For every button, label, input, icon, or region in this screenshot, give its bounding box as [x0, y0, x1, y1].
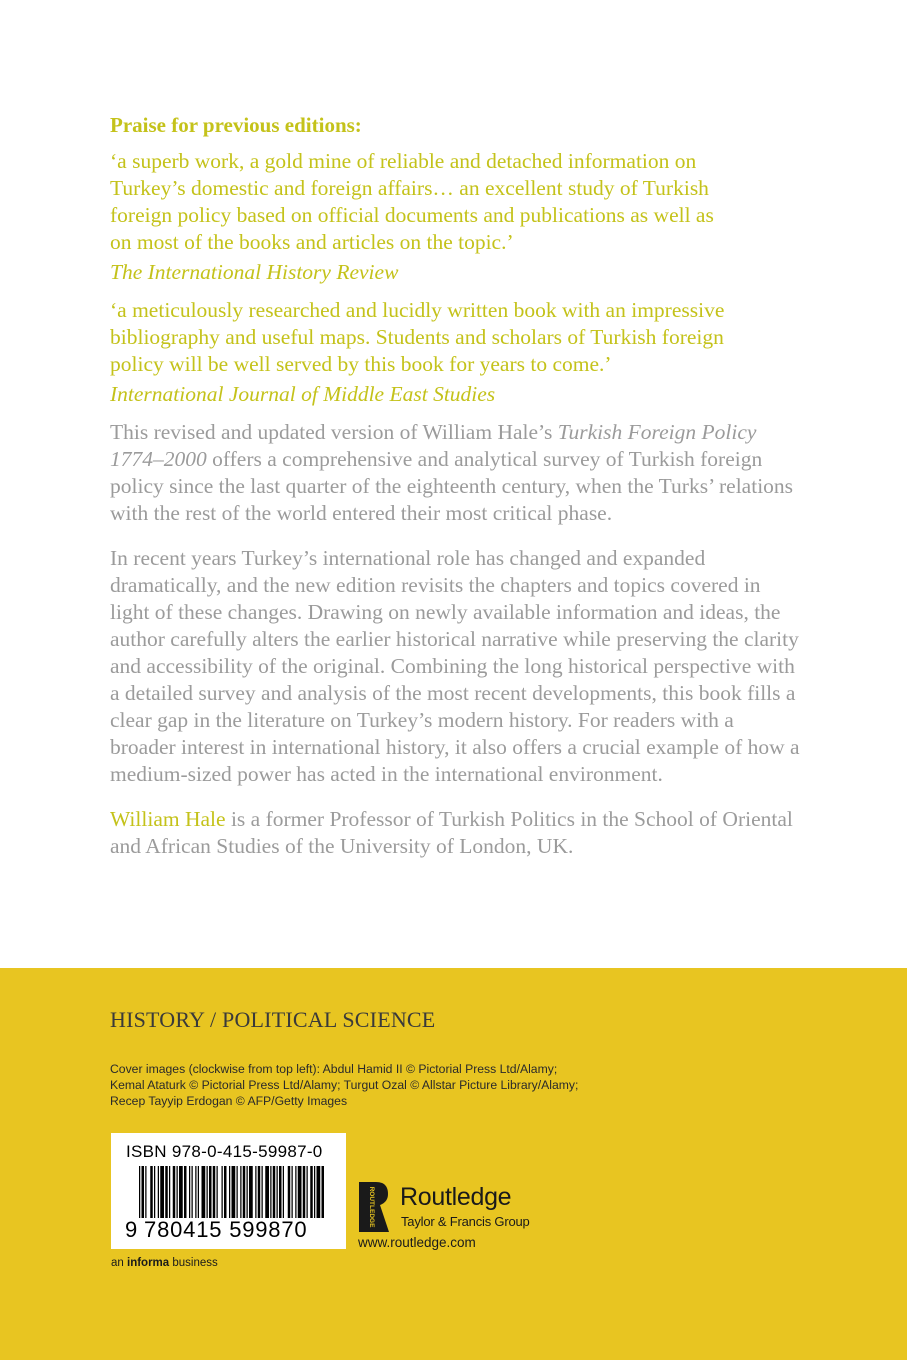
- barcode-bar: [249, 1166, 253, 1218]
- routledge-logo-icon: [356, 1180, 392, 1234]
- barcode-bar: [160, 1166, 164, 1218]
- barcode-bar: [314, 1166, 315, 1218]
- author-bio: [110, 806, 800, 860]
- barcode-bar: [158, 1166, 159, 1218]
- publisher-group: Taylor & Francis Group: [401, 1214, 530, 1229]
- barcode-bar: [207, 1166, 208, 1218]
- isbn-barcode: [111, 1133, 346, 1249]
- quote-line: ‘a meticulously researched and lucidly written book with an impressive: [110, 298, 725, 322]
- barcode-bar: [303, 1166, 306, 1218]
- barcode-bar: [247, 1166, 248, 1218]
- barcode-bar: [307, 1166, 308, 1218]
- barcode-digits-left: 780415: [144, 1217, 223, 1242]
- barcode-bar: [292, 1166, 293, 1218]
- author-name: William Hale: [110, 807, 226, 831]
- barcode-bar: [243, 1166, 246, 1218]
- barcode-bar: [237, 1166, 238, 1218]
- barcode-bar: [295, 1166, 296, 1218]
- barcode-bar: [270, 1166, 271, 1218]
- credit-line: Cover images (clockwise from top left): Abdul Hamid II © Pictorial Press Ltd/Alamy;: [110, 1062, 558, 1076]
- description-paragraph-1: [110, 419, 800, 527]
- cover-image-credits: [110, 1061, 670, 1109]
- barcode-bar: [283, 1166, 284, 1218]
- publisher-name: Routledge: [400, 1183, 512, 1211]
- quote-line: foreign policy based on official documents and publications as well as: [110, 203, 714, 227]
- informa-brand: informa: [127, 1257, 170, 1269]
- barcode-bar: [217, 1166, 218, 1218]
- credit-line: Recep Tayyip Erdogan © AFP/Getty Images: [110, 1094, 348, 1108]
- barcode-bar: [142, 1166, 145, 1218]
- review-source-2: International Journal of Middle East Studies: [110, 382, 496, 406]
- barcode-bar: [192, 1166, 193, 1218]
- informa-suffix: business: [169, 1257, 218, 1269]
- barcode-bar: [202, 1166, 206, 1218]
- barcode-bar: [310, 1166, 313, 1218]
- barcode-bar: [317, 1166, 321, 1218]
- barcode-bar: [189, 1166, 190, 1218]
- barcode-bar: [229, 1166, 230, 1218]
- barcode-bar: [277, 1166, 278, 1218]
- barcode-bar: [262, 1166, 263, 1218]
- back-cover-text: [110, 112, 800, 878]
- barcode-bar: [240, 1166, 241, 1218]
- barcode-bar: [177, 1166, 178, 1218]
- barcode-bar: [288, 1166, 291, 1218]
- informa-prefix: an: [111, 1257, 127, 1269]
- barcode-bar: [265, 1166, 269, 1218]
- praise-heading: Praise for previous editions:: [110, 113, 362, 137]
- barcode-bar: [258, 1166, 261, 1218]
- review-source-1: The International History Review: [110, 260, 399, 284]
- quote-line: on most of the books and articles on the topic.’: [110, 230, 514, 254]
- barcode-digit-lead: 9: [125, 1217, 139, 1242]
- barcode-bar: [213, 1166, 216, 1218]
- barcode-bar: [198, 1166, 199, 1218]
- barcode-digits: [125, 1217, 307, 1243]
- publisher-url: www.routledge.com: [358, 1235, 476, 1250]
- quote-line: policy will be well served by this book for years to come.’: [110, 352, 612, 376]
- subject-category: HISTORY / POLITICAL SCIENCE: [110, 1007, 436, 1032]
- review-quote-1: [110, 148, 800, 256]
- barcode-bar: [298, 1166, 302, 1218]
- quote-line: Turkey’s domestic and foreign affairs… an excellent study of Turkish: [110, 176, 709, 200]
- book-title: Turkish Foreign Policy 1774–2000: [110, 420, 757, 471]
- barcode-digits-right: 599870: [229, 1217, 308, 1242]
- barcode-bars: [139, 1166, 329, 1218]
- author-bio-text: is a former Professor of Turkish Politics in the School of Oriental and African Studies of the University of London, UK.: [110, 807, 793, 858]
- barcode-bar: [322, 1166, 325, 1218]
- description-text: This revised and updated version of William Hale’s: [110, 420, 558, 444]
- quote-line: bibliography and useful maps. Students and scholars of Turkish foreign: [110, 325, 724, 349]
- barcode-bar: [150, 1166, 153, 1218]
- barcode-bar: [165, 1166, 168, 1218]
- barcode-bar: [279, 1166, 282, 1218]
- description-paragraph-2: In recent years Turkey’s international role has changed and expanded dramatically, and the new edition revisits the chapters and topics covered in light of these changes. Drawing on newly available information and ideas, the author carefully alters the earlier historical narrative while preserving the clarity and accessibility of the original. Combining the long historical perspective with a detailed survey and analysis of the most recent developments, this book fills a clear gap in the literature on Turkey’s modern history. For readers with a broader interest in international history, it also offers a crucial example of how a medium-sized power has acted in the international environment.: [110, 546, 800, 786]
- barcode-bar: [154, 1166, 155, 1218]
- informa-business-tag: [111, 1257, 218, 1269]
- barcode-bar: [179, 1166, 183, 1218]
- barcode-bar: [195, 1166, 196, 1218]
- review-quote-2: [110, 297, 800, 378]
- barcode-bar: [232, 1166, 236, 1218]
- barcode-bar: [139, 1166, 140, 1218]
- logo-lettering: ROUTLEDGE: [368, 1186, 375, 1228]
- barcode-bar: [255, 1166, 256, 1218]
- barcode-bar: [209, 1166, 212, 1218]
- quote-line: ‘a superb work, a gold mine of reliable and detached information on: [110, 149, 697, 173]
- barcode-bar: [224, 1166, 227, 1218]
- barcode-bar: [169, 1166, 170, 1218]
- barcode-bar: [184, 1166, 187, 1218]
- barcode-bar: [222, 1166, 223, 1218]
- barcode-bar: [145, 1166, 146, 1218]
- barcode-bar: [173, 1166, 176, 1218]
- credit-line: Kemal Ataturk © Pictorial Press Ltd/Alamy; Turgut Ozal © Allstar Picture Library/Alamy;: [110, 1078, 579, 1092]
- description-text: offers a comprehensive and analytical survey of Turkish foreign policy since the last quarter of the eighteenth century, when the Turks’ relations with the rest of the world entered their most critical phase.: [110, 447, 794, 525]
- barcode-bar: [273, 1166, 276, 1218]
- isbn-label: ISBN 978-0-415-59987-0: [126, 1142, 323, 1161]
